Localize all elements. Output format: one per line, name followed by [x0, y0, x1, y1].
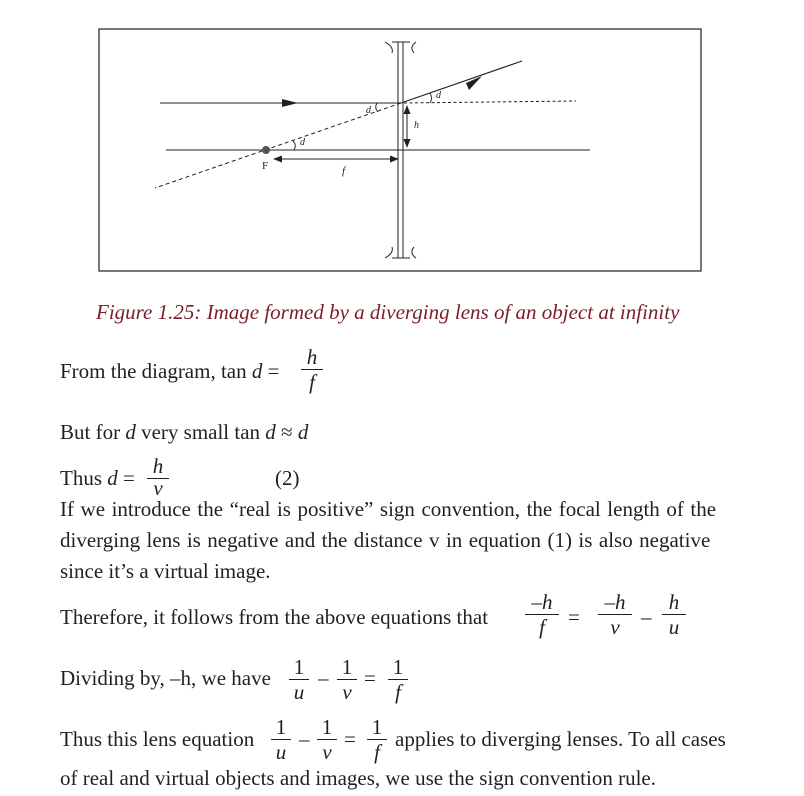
equation-line-1: [60, 359, 279, 383]
line1-text: From the diagram, tan: [60, 359, 252, 383]
focal-point: [262, 146, 270, 154]
lens-top-cap: [385, 42, 416, 53]
fraction-numerator: 1: [275, 715, 287, 739]
equation-line-6-after: applies to diverging lenses. To all cases: [395, 727, 726, 751]
line2-var1: d: [125, 420, 136, 444]
line2-approx: ≈: [275, 420, 298, 444]
fraction-numerator: h: [668, 590, 680, 614]
fraction-1-over-f: [388, 656, 408, 703]
fraction-numerator: h: [152, 454, 164, 478]
minus-sign: –: [641, 605, 652, 629]
angle-label-focus: d: [300, 137, 305, 148]
refracted-ray: [401, 61, 522, 103]
equals-sign: =: [568, 605, 580, 629]
equation-line-4-text: Therefore, it follows from the above equations that: [60, 605, 489, 629]
fraction-h-over-v: [147, 454, 169, 500]
angle-label-lens-left: d: [366, 105, 371, 116]
incoming-ray-arrow: [282, 99, 298, 107]
equation-line-3: [60, 466, 135, 490]
paragraph-line-2: diverging lens is negative and the distance v in equation (1) is also negative: [60, 528, 711, 552]
fraction-1-over-u: [289, 656, 309, 703]
fraction-denominator: u: [293, 680, 305, 704]
fraction-numerator: 1: [392, 655, 404, 679]
line3-text: Thus: [60, 466, 108, 490]
equation-line-2: [60, 420, 308, 444]
line3-eq: =: [117, 466, 135, 490]
fraction-denominator: v: [342, 680, 352, 704]
angle-label-lens-right: d: [436, 90, 441, 101]
fraction-neg-h-over-f: [525, 591, 559, 638]
fraction-numerator: –h: [604, 590, 626, 614]
fraction-1-over-v: [317, 716, 337, 763]
lens-bottom-cap: [385, 247, 416, 258]
fraction-1-over-u: [271, 716, 291, 763]
line2-var3: d: [297, 420, 309, 444]
line2-text: But for: [60, 420, 126, 444]
fraction-numerator: h: [306, 345, 318, 369]
diverging-lens-diagram: [0, 0, 804, 300]
fraction-denominator: f: [539, 615, 545, 639]
angle-arc-lens-right: [430, 93, 432, 103]
fraction-neg-h-over-v: [598, 591, 632, 638]
fraction-1-over-v: [337, 656, 357, 703]
fraction-denominator: f: [395, 680, 401, 704]
fraction-denominator: v: [153, 476, 163, 500]
figure-caption: Figure 1.25: Image formed by a diverging lens of an object at infinity: [96, 300, 680, 324]
fraction-numerator: –h: [531, 590, 553, 614]
paragraph-line-3: since it’s a virtual image.: [60, 559, 271, 583]
fraction-numerator: 1: [371, 715, 383, 739]
fraction-denominator: v: [322, 740, 332, 764]
fraction-numerator: 1: [293, 655, 305, 679]
virtual-ray-extension: [155, 103, 401, 188]
line2-mid: very small tan: [135, 420, 266, 444]
fraction-denominator: u: [275, 740, 287, 764]
equation-line-5-text: Dividing by, –h, we have: [60, 666, 271, 690]
angle-arc-focus: [293, 141, 295, 150]
fraction-denominator: f: [309, 370, 315, 394]
paragraph-line-1: If we introduce the “real is positive” sign convention, the focal length of the: [60, 497, 717, 521]
equation-number-2: (2): [275, 466, 300, 490]
line1-var: d: [251, 359, 263, 383]
fraction-1-over-f: [367, 716, 387, 763]
focal-label: F: [262, 160, 269, 172]
fraction-denominator: u: [668, 615, 680, 639]
equals-sign: =: [344, 727, 356, 751]
fraction-denominator: f: [374, 740, 380, 764]
paragraph-last-line: of real and virtual objects and images, we use the sign convention rule.: [60, 766, 656, 790]
fraction-denominator: v: [610, 615, 620, 639]
focal-length-label: f: [342, 165, 346, 177]
height-label: h: [414, 120, 419, 131]
line3-var: d: [107, 466, 118, 490]
equals-sign: =: [364, 666, 376, 690]
line1-eq: =: [262, 359, 280, 383]
fraction-h-over-u: [662, 591, 686, 638]
fraction-numerator: 1: [341, 655, 353, 679]
line2-var2: d: [265, 420, 276, 444]
minus-sign: –: [299, 727, 310, 751]
equation-line-6-text: Thus this lens equation: [60, 727, 255, 751]
fraction-numerator: 1: [321, 715, 333, 739]
minus-sign: –: [318, 666, 329, 690]
fraction-h-over-f: [301, 346, 323, 393]
